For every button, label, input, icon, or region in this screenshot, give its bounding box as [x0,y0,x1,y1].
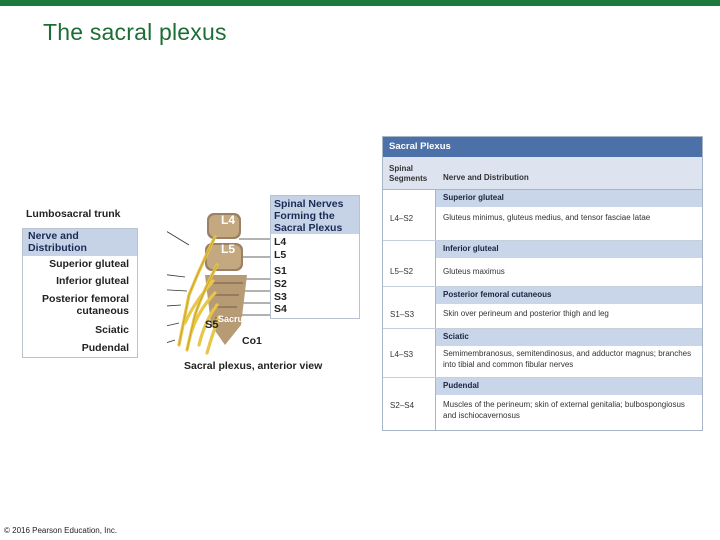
segment-cell: L5–S2 [390,267,414,276]
nerve-distribution-header-band [23,229,137,256]
nerve-band-sciatic [436,329,702,346]
sacral-plexus-illustration [167,205,277,355]
table-title-bar [383,137,702,157]
segment-cell: L4–S3 [390,350,414,359]
top-accent-bar [0,0,720,6]
nerve-name: Sciatic [443,332,469,341]
spinal-nerve-s2: S2 [274,278,287,290]
coccygeal-label: Co1 [242,335,262,347]
label-cutaneous: cutaneous [76,305,129,317]
nerve-name: Superior gluteal [443,193,504,202]
distribution-cell: Gluteus maximus [443,267,505,276]
sacral-plexus-table [382,136,703,431]
vertebra-label-l5: L5 [221,242,236,256]
spinal-nerve-s3: S3 [274,291,287,303]
nerve-band-superior-gluteal [436,190,702,207]
nerve-distribution-legend [22,228,138,358]
nerve-name: Posterior femoral cutaneous [443,290,552,299]
label-superior-gluteal: Superior gluteal [49,258,129,270]
spinal-nerve-s4: S4 [274,303,287,315]
column-header-nerve: Nerve and Distribution [443,173,529,182]
table-title: Sacral Plexus [389,141,451,152]
vertebra-label-l4: L4 [221,213,236,227]
label-sciatic: Sciatic [95,324,129,336]
nerve-name: Pudendal [443,381,480,390]
nerve-name: Inferior gluteal [443,244,499,253]
nerve-band-inferior-gluteal [436,241,702,258]
lumbosacral-trunk-label: Lumbosacral trunk [26,208,121,220]
spinal-nerve-l5: L5 [274,249,287,261]
figure-caption: Sacral plexus, anterior view [184,360,323,372]
spinal-nerves-legend [270,195,360,319]
spinal-nerves-header-band [271,196,359,234]
segment-cell: L4–S2 [390,214,414,223]
spinal-nerve-l4: L4 [274,236,287,248]
vertebra-label-s5: S5 [205,319,219,331]
label-pudendal: Pudendal [81,342,129,354]
nerve-band-posterior-femoral-cutaneous [436,287,702,304]
label-inferior-gluteal: Inferior gluteal [56,275,129,287]
sacral-plexus-figure [22,195,362,375]
nerve-distribution-header: Nerve and Distribution [28,230,87,254]
segment-cell: S2–S4 [390,401,415,410]
spinal-nerves-header: Spinal Nerves Forming the Sacral Plexus [274,198,344,234]
label-posterior-femoral: Posterior femoral [42,293,129,305]
copyright-notice: © 2016 Pearson Education, Inc. [4,526,118,535]
vertebra-label-sacrum: Sacrum [218,314,252,324]
distribution-cell: Gluteus minimus, gluteus medius, and tensor fasciae latae [443,213,651,222]
distribution-cell: Skin over perineum and posterior thigh and leg [443,309,609,318]
distribution-cell: Semimembranosus, semitendinosus, and adductor magnus; branches into tibial and common fibular nerves [443,349,692,369]
spinal-nerve-s1: S1 [274,265,287,277]
segment-cell: S1–S3 [390,310,415,319]
table-header-row [383,157,702,190]
column-header-segments: Spinal Segments [389,164,428,183]
distribution-cell: Muscles of the perineum; skin of external genitalia; bulbospongiosus and ischiocavernosus [443,400,685,420]
slide-title: The sacral plexus [43,19,227,45]
nerve-band-pudendal [436,378,702,395]
